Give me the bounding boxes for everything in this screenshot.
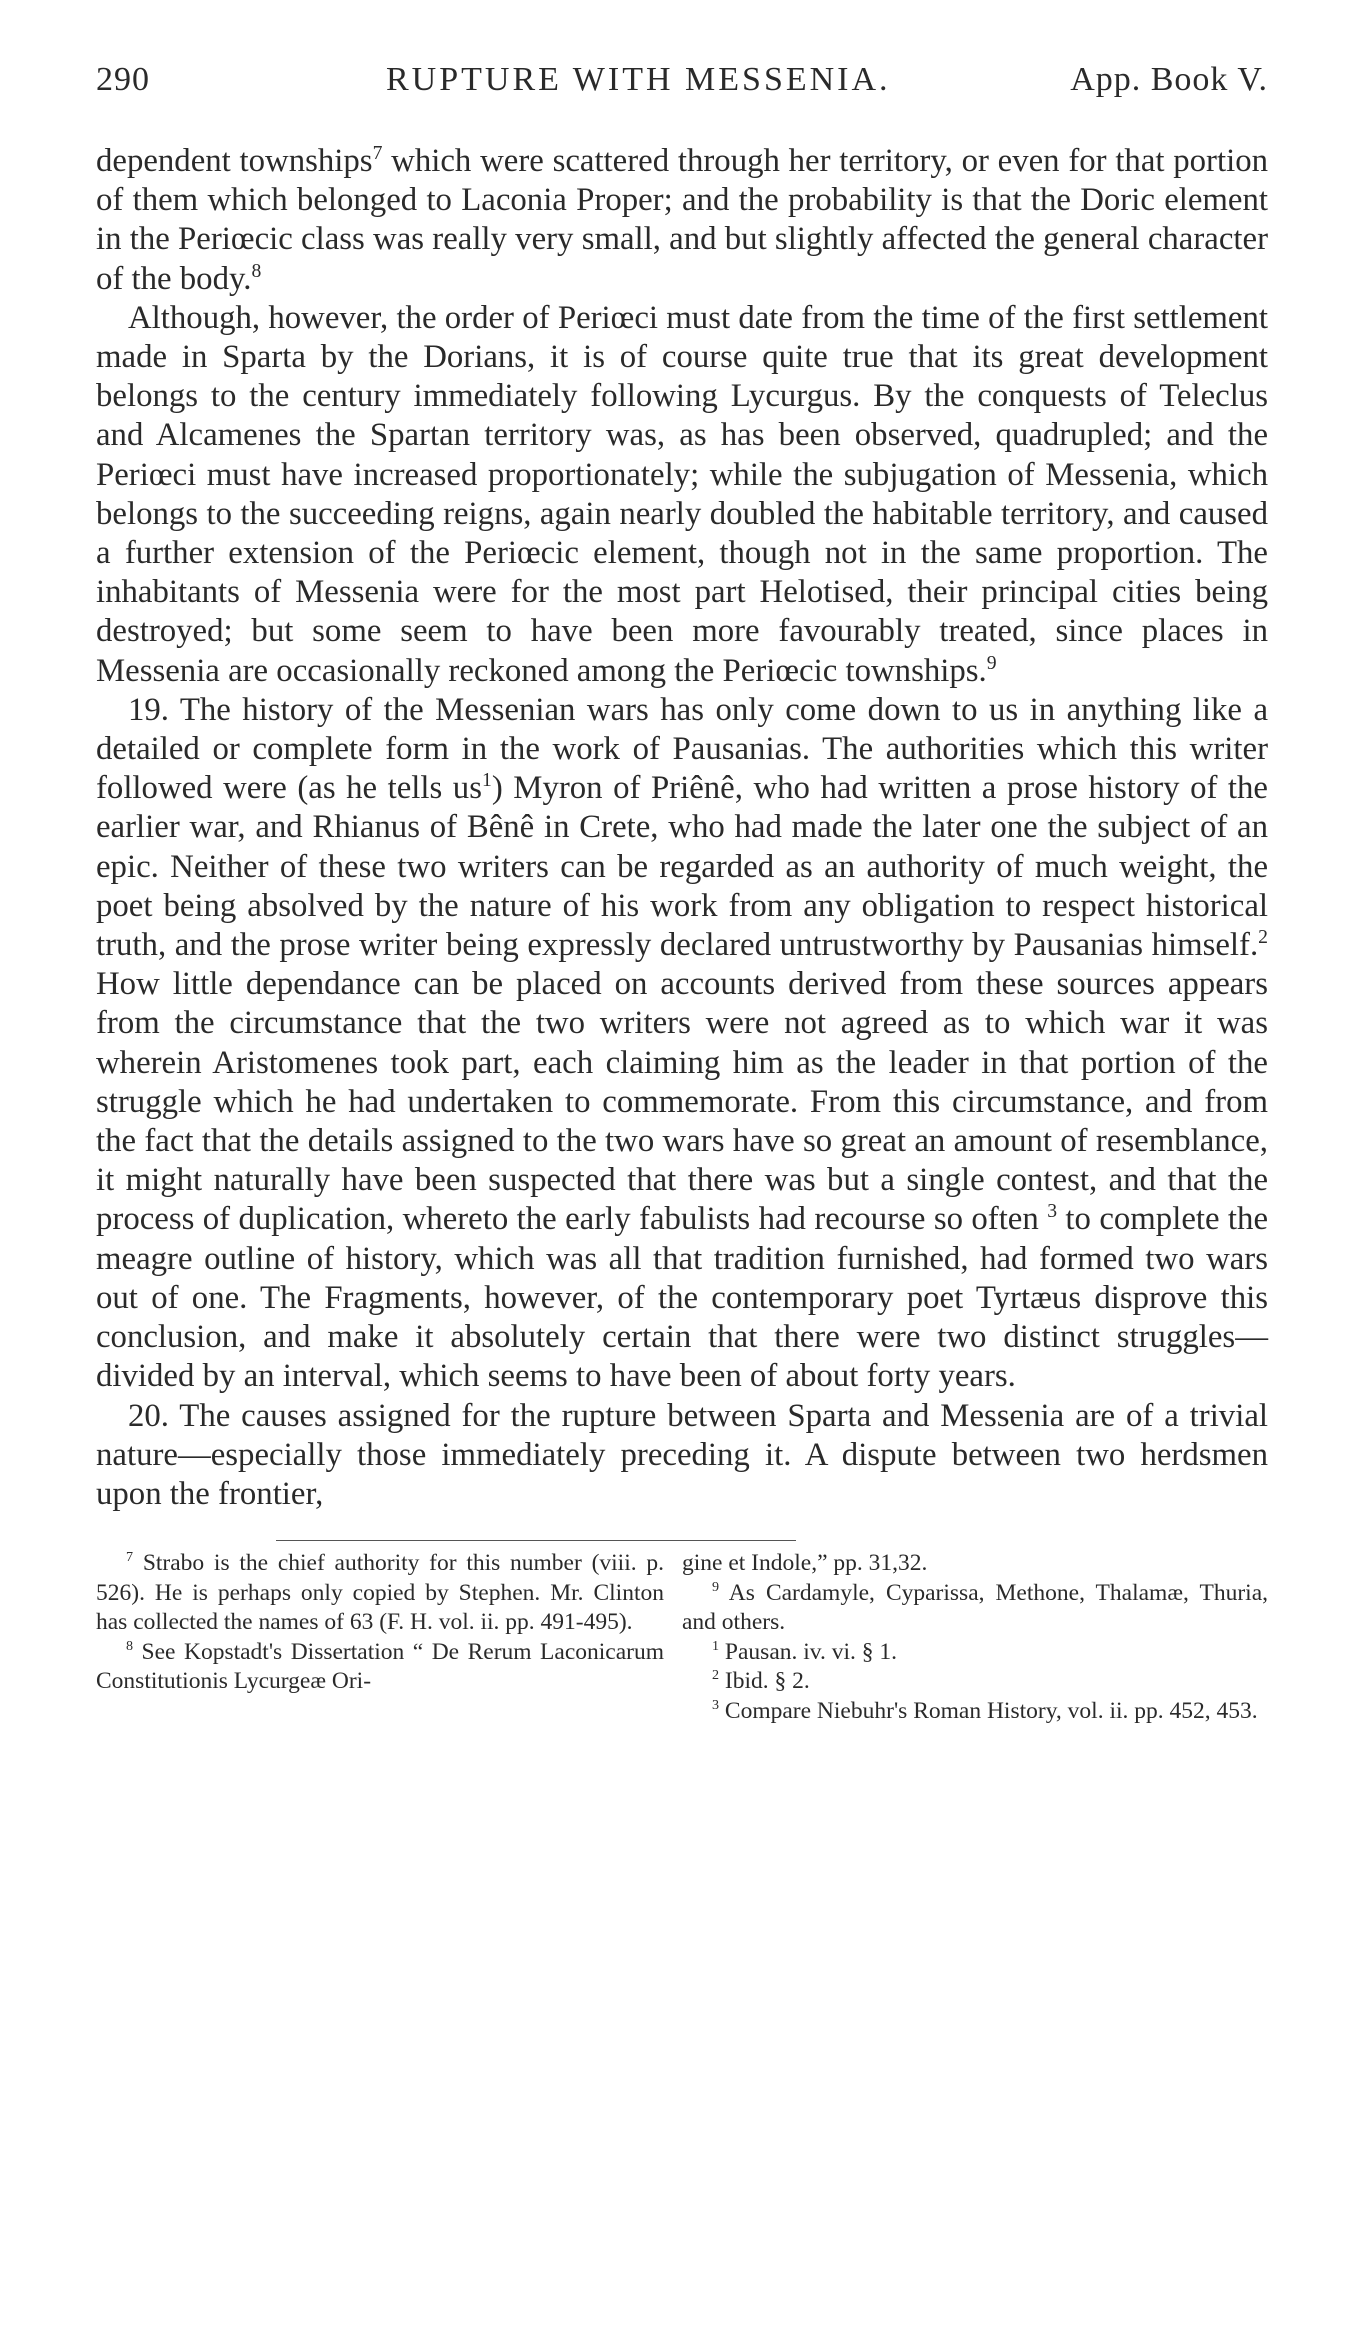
running-header (96, 50, 1268, 110)
book-page (96, 50, 1268, 1727)
paragraph-19 (96, 691, 1268, 1397)
footnote-text: Compare Niebuhr's Roman History, vol. ii. pp. 452, 453. (724, 1698, 1258, 1725)
footnotes (96, 1549, 1268, 1727)
footnote-marker: 1 (712, 1638, 720, 1655)
footnote-rule (276, 1540, 796, 1541)
text-run: ) Myron of Priênê, who had written a prose history of the earlier war, and Rhianus of Bênê in Crete, who had made the later one the subject of an epic. Neither of these two writers can be regarded as an authority of much weight, the poet being absolved by the nature of his work from any obligation to respect historical truth, and the prose writer being expressly declared untrustworthy by Pausanias himself. (96, 770, 1268, 964)
footnote-2 (682, 1667, 1268, 1697)
text-run: dependent townships (96, 143, 373, 179)
page-number: 290 (96, 61, 150, 98)
footnote-3 (682, 1697, 1268, 1727)
footnote-marker: 8 (126, 1638, 134, 1655)
text-run: How little dependance can be placed on accounts derived from these sources appears from the circumstance that the two writers were not agreed as to which war it was wherein Aristomenes took part, each claiming him as the leader in that portion of the struggle which he had undertaken to commemorate. From this circumstance, and from the fact that the details assigned to the two wars have so great an amount of resemblance, it might naturally have been suspected that there was but a single contest, and that the process of duplication, whereto the early fabulists had recourse so often (96, 966, 1268, 1238)
footnote-marker: 2 (712, 1667, 720, 1684)
text-run: 19. The history of the Messenian wars has only come down to us in anything like a detailed or complete form in the work of Pausanias. The authorities which this writer followed were (as he tells us (96, 691, 1268, 807)
footnotes-left-column (96, 1549, 664, 1727)
footnote-ref: 1 (481, 769, 492, 792)
text-run: Although, however, the order of Periœci must date from the time of the first settlement made in Sparta by the Dorians, it is of course quite true that its great development belongs to the century immediately following Lycurgus. By the conquests of Teleclus and Alcamenes the Spartan territory was, as has been observed, quadrupled; and the Periœci must have increased proportionately; while the subjugation of Messenia, which belongs to the succeeding reigns, again nearly doubled the habitable territory, and caused a further extension of the Periœcic element, though not in the same proportion. The inhabitants of Messenia were for the most part Helotised, their principal cities being destroyed; but some seem to have been more favourably treated, since places in Messenia are occasionally reckoned among the Periœcic townships. (96, 299, 1268, 689)
footnote-marker: 9 (712, 1578, 720, 1595)
footnote-ref: 7 (372, 142, 383, 165)
footnote-ref: 2 (1258, 926, 1268, 949)
footnote-7 (96, 1549, 664, 1638)
footnote-8-continued (682, 1549, 1268, 1579)
paragraph-2 (96, 299, 1268, 691)
footnote-ref: 8 (251, 259, 262, 282)
paragraph-1 (96, 142, 1268, 299)
footnote-1 (682, 1638, 1268, 1668)
paragraph-20 (96, 1397, 1268, 1515)
main-text (96, 142, 1268, 1514)
footnote-ref: 3 (1047, 1200, 1058, 1223)
footnote-text: As Cardamyle, Cyparissa, Methone, Thalamæ, Thuria, and others. (682, 1579, 1268, 1636)
footnote-text: Strabo is the chief authority for this number (viii. p. 526). He is perhaps only copied by Stephen. Mr. Clinton has collected the names of 63 (F. H. vol. ii. pp. 491-495). (96, 1550, 664, 1636)
footnote-text: See Kopstadt's Dissertation “ De Rerum Laconicarum Constitutionis Lycurgeæ Ori- (96, 1638, 665, 1695)
footnote-marker: 3 (712, 1697, 720, 1714)
footnote-text: Ibid. § 2. (724, 1668, 810, 1695)
footnote-8 (96, 1638, 664, 1697)
footnote-text: Pausan. iv. vi. § 1. (724, 1638, 898, 1665)
footnote-marker: 7 (126, 1549, 134, 1566)
text-run: which were scattered through her territory, or even for that portion of them which belonged to Laconia Proper; and the probability is that the Doric element in the Periœcic class was really very small, and but slightly affected the general character of the body. (96, 143, 1268, 297)
running-title: RUPTURE WITH MESSENIA. (386, 61, 891, 98)
text-run: to complete the meagre outline of history, which was all that tradition furnished, had formed two wars out of one. The Fragments, however, of the contemporary poet Tyrtæus disprove this conclusion, and make it absolutely certain that there were two distinct struggles—divided by an interval, which seems to have been of about forty years. (96, 1201, 1269, 1395)
text-run: 20. The causes assigned for the rupture between Sparta and Messenia are of a trivial nature—especially those immediately preceding it. A dispute between two herdsmen upon the frontier, (96, 1397, 1268, 1512)
footnote-ref: 9 (986, 651, 997, 674)
footnotes-right-column (682, 1549, 1268, 1727)
footnote-9 (682, 1579, 1268, 1638)
footnote-text: gine et Indole,” pp. 31,32. (682, 1550, 928, 1577)
section-label: App. Book V. (1070, 61, 1268, 98)
